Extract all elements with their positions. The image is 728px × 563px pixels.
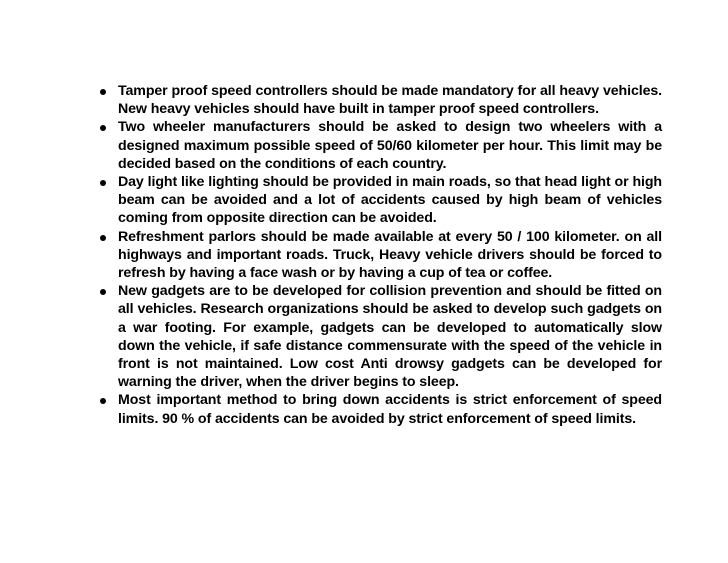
bullet-dot-icon: [100, 180, 106, 186]
bullet-dot-icon: [100, 235, 106, 241]
bullet-list: [98, 82, 662, 428]
bullet-text: Day light like lighting should be provided in main roads, so that head light or high beam can be avoided and a lot of accidents caused by high beam of vehicles coming from opposite direction can be avoided.: [118, 174, 662, 227]
bullet-item: [98, 228, 662, 283]
bullet-text: Tamper proof speed controllers should be made mandatory for all heavy vehicles. New heavy vehicles should have built in tamper proof speed controllers.: [118, 83, 662, 118]
bullet-item: [98, 391, 662, 427]
bullet-text: Refreshment parlors should be made available at every 50 / 100 kilometer. on all highways and important roads. Truck, Heavy vehicle drivers should be forced to refresh by having a face wash or by having a cup of tea or coffee.: [118, 228, 662, 282]
bullet-dot-icon: [100, 398, 106, 404]
bullet-item: [98, 173, 662, 228]
bullet-item: [98, 82, 662, 118]
bullet-text: New gadgets are to be developed for collision prevention and should be fitted on all vehicles. Research organizations should be asked to develop such gadgets on a war footing. For example, gadgets can be developed to automatically slow down the vehicle, if safe distance commensurate with the speed of the vehicle in front is not maintained. Low cost Anti drowsy gadgets can be developed for warning the driver, when the driver begins to sleep.: [118, 283, 662, 391]
bullet-item: [98, 118, 662, 173]
bullet-item: [98, 282, 662, 391]
bullet-dot-icon: [100, 289, 106, 295]
bullet-dot-icon: [100, 125, 106, 131]
bullet-text: Most important method to bring down accidents is strict enforcement of speed limits. 90 % of accidents can be avoided by strict enforcement of speed limits.: [118, 392, 662, 427]
bullet-text: Two wheeler manufacturers should be asked to design two wheelers with a designed maximum possible speed of 50/60 kilometer per hour. This limit may be decided based on the conditions of each country.: [118, 119, 662, 172]
bullet-dot-icon: [100, 89, 106, 95]
